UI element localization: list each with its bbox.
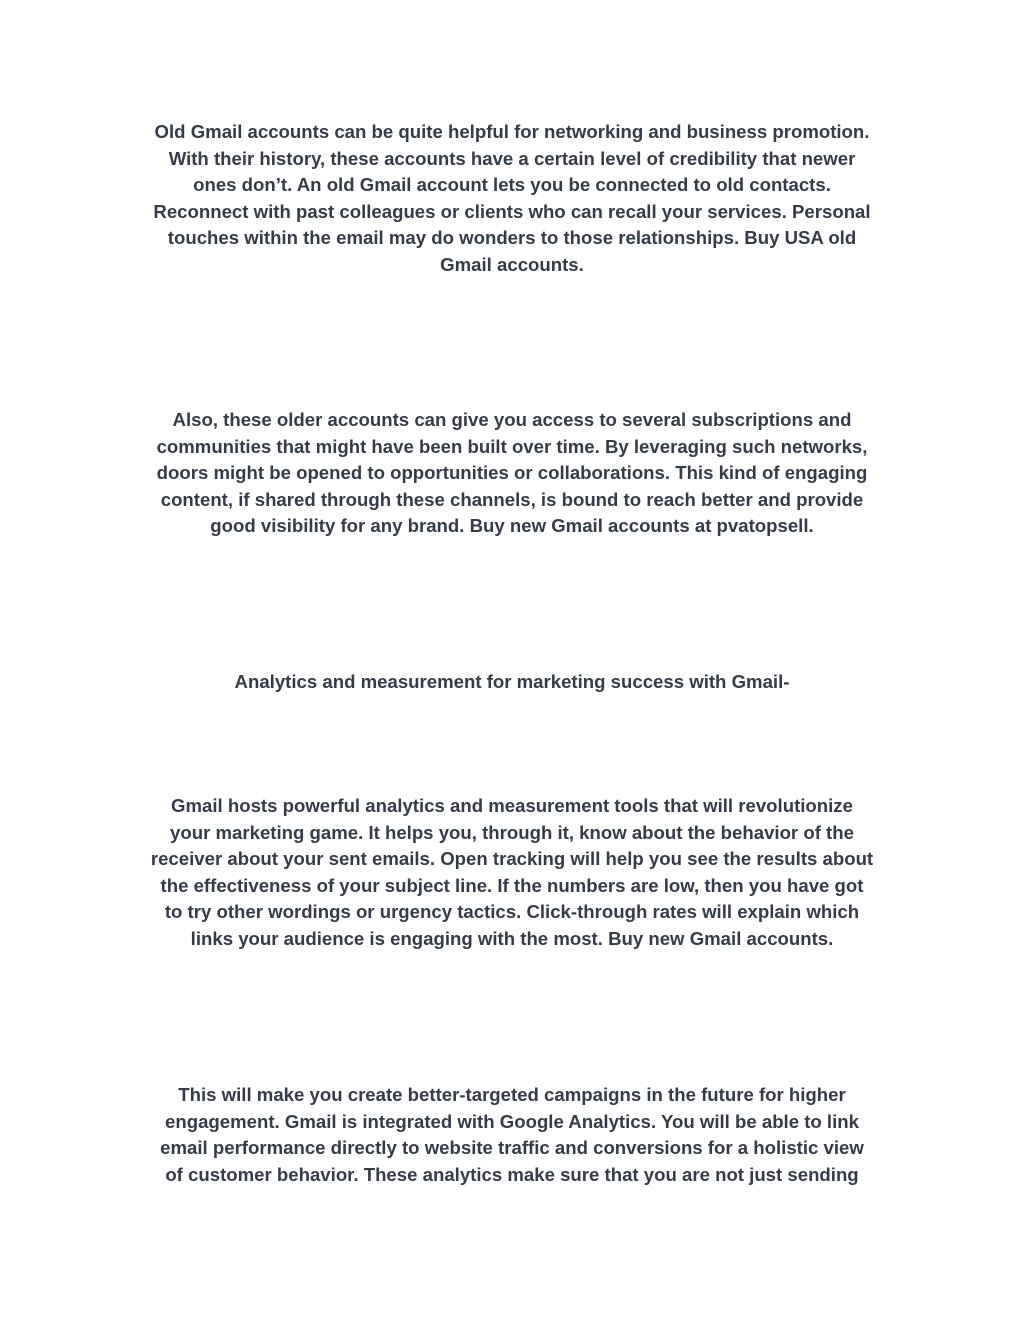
text-line: of customer behavior. These analytics make sure that you are not just sending xyxy=(165,1163,859,1185)
text-line: engagement. Gmail is integrated with Google Analytics. You will be able to link xyxy=(165,1110,859,1132)
text-line: Old Gmail accounts can be quite helpful for networking and business promotion. xyxy=(154,121,870,142)
text-line: This will make you create better-targeted campaigns in the future for higher xyxy=(178,1084,846,1105)
paragraph-old-gmail-networking xyxy=(112,119,912,279)
paragraph-analytics-tools xyxy=(112,793,912,953)
text-line: ones don’t. An old Gmail account lets you be connected to old contacts. xyxy=(193,174,831,196)
text-line: touches within the email may do wonders to those relationships. Buy USA old xyxy=(167,227,857,249)
text-line: communities that might have been built over time. By leveraging such networks, xyxy=(156,435,868,457)
text-line: content, if shared through these channels, is bound to reach better and provide xyxy=(160,488,864,510)
text-line: to try other wordings or urgency tactics. Click-through rates will explain which xyxy=(164,901,860,923)
text-line: good visibility for any brand. Buy new Gmail accounts at pvatopsell. xyxy=(210,515,814,537)
section-heading: Analytics and measurement for marketing success with Gmail- xyxy=(234,671,790,692)
text-line: email performance directly to website traffic and conversions for a holistic view xyxy=(160,1137,864,1159)
text-line: doors might be opened to opportunities or collaborations. This kind of engaging xyxy=(156,462,868,484)
text-line: Gmail hosts powerful analytics and measurement tools that will revolutionize xyxy=(171,795,853,816)
text-line: Reconnect with past colleagues or clients who can recall your services. Personal xyxy=(153,200,871,222)
text-line: links your audience is engaging with the most. Buy new Gmail accounts. xyxy=(190,927,834,949)
text-line: the effectiveness of your subject line. If the numbers are low, then you have got xyxy=(160,874,864,896)
text-line: Gmail accounts. xyxy=(440,253,584,275)
text-line: receiver about your sent emails. Open tracking will help you see the results about xyxy=(150,848,874,870)
text-line: With their history, these accounts have a certain level of credibility that newer xyxy=(168,147,856,169)
text-line: your marketing game. It helps you, through it, know about the behavior of the xyxy=(170,821,854,843)
text-line: Also, these older accounts can give you access to several subscriptions and xyxy=(172,409,852,430)
paragraph-subscriptions-communities xyxy=(112,407,912,540)
paragraph-targeted-campaigns xyxy=(112,1082,912,1188)
